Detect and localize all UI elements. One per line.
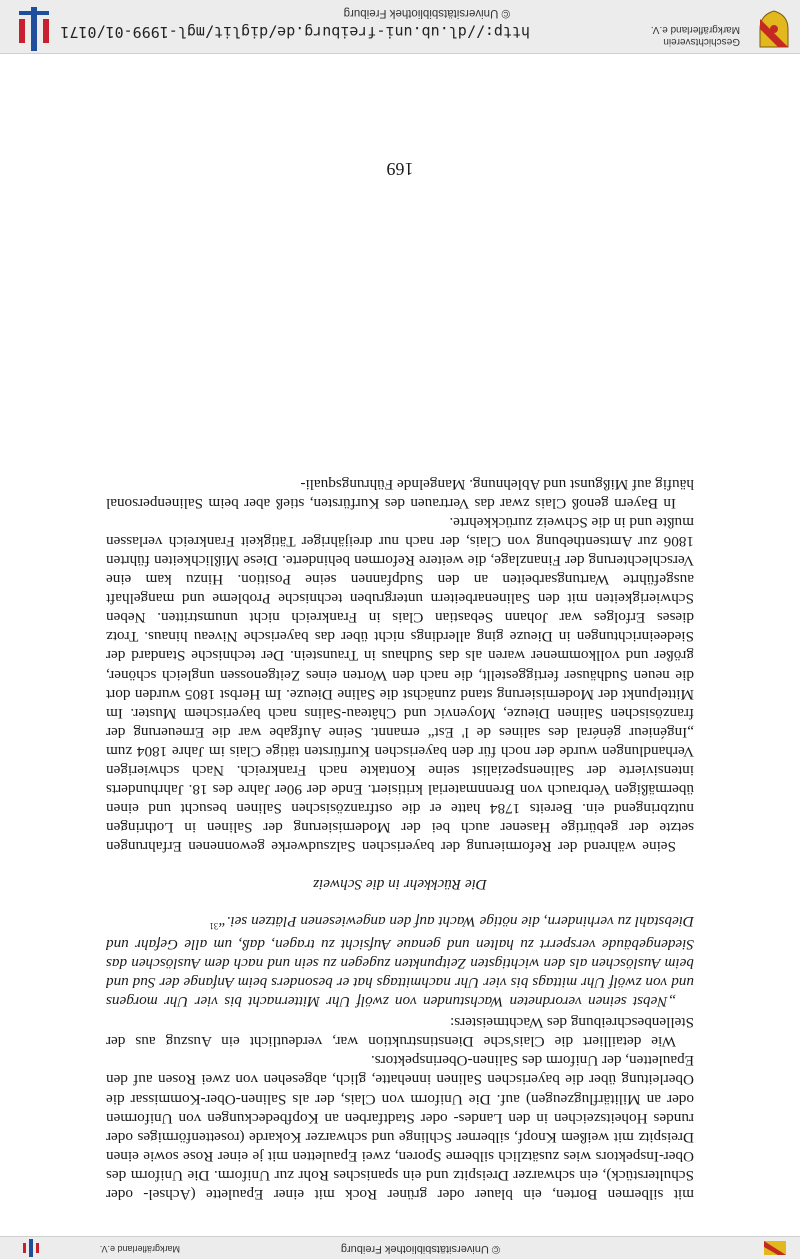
coat-of-arms-icon (758, 9, 790, 49)
paragraph-reform: Seine während der Reformierung der bayerischen Salzsudwerke gewonnenen Erfahrungen setzte der gebürtige Hasener auch bei der Modernisierung der Salinen in Lothringen nutzbringend ein. Bereits 1784 hatte er die ostfranzösischen Salinen besucht und einen übermäßigen Verbrauch von Brennmaterial kritisiert. Ende der 90er Jahre des 18. Jahrhunderts intensivierte der Salinenspezialist seine Kontakte nach Frankreich. Nach schwierigen Verhandlungen wurde der noch für den bayerischen Kurfürsten tätige Clais im Jahre 1804 zum „Ingénieur général des salines de l' Est“ ernannt. Seine Aufgabe war die Erneuerung der französischen Salinen Dieuze, Moyenvic und Château-Salins nach bayerischem Muster. Im Mittelpunkt der Modernisierung stand zunächst die Saline Dieuze. Im Herbst 1805 wurden dort die neuen Sudhäuser fertiggestellt, die nach den Worten eines Zeitgenossen ungleich schöner, größer und vollkommener waren als das Sudhaus in Traunstein. Der technische Standard der Siedeeinrichtungen in Dieuze ging allerdings nicht über das bayerische Niveau hinaus. Trotz dieses Erfolges war Johann Sebastian Clais in Frankreich nicht unumstritten. Neben Schwierigkeiten mit den Salinenarbeitern untergruben technische Probleme und mangelhaft ausgeführte Wartungsarbeiten an den Sudpfannen seine Position. Hinzu kam eine Verschlechterung der Finanzlage, die weitere Reformen behinderte. Diese Mißlichkeiten führten 1806 zur Amtsenthebung von Clais, der nach nur dreijähriger Tätigkeit Frankreich verlassen mußte und in die Schweiz zurückkehrte. (106, 513, 694, 856)
paragraph-instruction: Wie detailliert die Clais'sche Dienstinstruktion war, verdeutlicht ein Auszug aus der Stellenbeschreibung des Wachtmeisters: (106, 1014, 694, 1051)
top-strip (0, 1236, 800, 1259)
small-logo-icon (22, 1239, 40, 1257)
publisher-name: Geschichtsverein Markgräflerland e.V. (650, 24, 740, 47)
footnote-marker: 31 (209, 920, 219, 931)
top-publisher: Markgräflerland e.V. (99, 1244, 180, 1254)
footer-bar (0, 0, 800, 54)
copyright-notice: © Universitätsbibliothek Freiburg (343, 7, 510, 19)
section-heading: Die Rückkehr in die Schweiz (313, 875, 487, 893)
quotation-text: „Nebst seinen verordneten Wachstunden von zwölf Uhr Mitternacht bis vier Uhr morgens und von zwölf Uhr mittags bis vier Uhr nachmittags hat er besonders beim Anfange der Sud und beim Auslöschen als den wichtigsten Zeitpunkten zugegen zu sein und nach dem Auslöschen das Siedengebäude versperrt zu halten und genaue Aufsicht zu tragen, daß, um alle Gefahr und Diebstahl zu verhindern, die nötige Wacht auf den angewiesenen Plätzen sei.“ (106, 912, 694, 1011)
small-crest-icon (764, 1241, 786, 1255)
paragraph-bayern: In Bayern genoß Clais zwar das Vertrauen des Kurfürsten, stieß aber beim Salinenpersonal häufig auf Mißgunst und Ablehnung. Mangelnde Führungsquali- (106, 475, 694, 512)
ub-freiburg-logo-icon (16, 7, 52, 51)
page-number: 169 (386, 159, 414, 179)
quotation (106, 912, 694, 1012)
paragraph-uniform: mit silbernen Borten, ein blauer oder grüner Rock mit einer Epaulette (Achsel- oder Schulterstück), ein schwarzer Dreispitz und ein spanisches Rohr zur Uniform. Die Uniform des Ober-Inspektors wies zusätzlich silberne Sporen, zwei Epauletten mit je einer Rose sowie einen Dreispitz mit weißem Knopf, silberner Schlinge und schwarzer Kokarde (rosettenförmiges oder rundes Hoheitszeichen in den Landes- oder Stadtfarben an Kopfbedeckungen von Uniformen oder an Militärflugzeugen) auf. Die Uniform von Clais, der als Salinen-Ober-Kommissar die Oberleitung über die bayerischen Salinen innehatte, glich, abgesehen von zwei Rosen auf den Epauletten, der Uniform des Salinen-Oberinspektors. (106, 1052, 694, 1203)
top-copyright: © Universitätsbibliothek Freiburg (340, 1243, 500, 1255)
document-url[interactable]: http://dl.ub.uni-freiburg.de/diglit/mgl-1999-01/0171 (60, 23, 530, 41)
page-text (106, 475, 694, 1204)
